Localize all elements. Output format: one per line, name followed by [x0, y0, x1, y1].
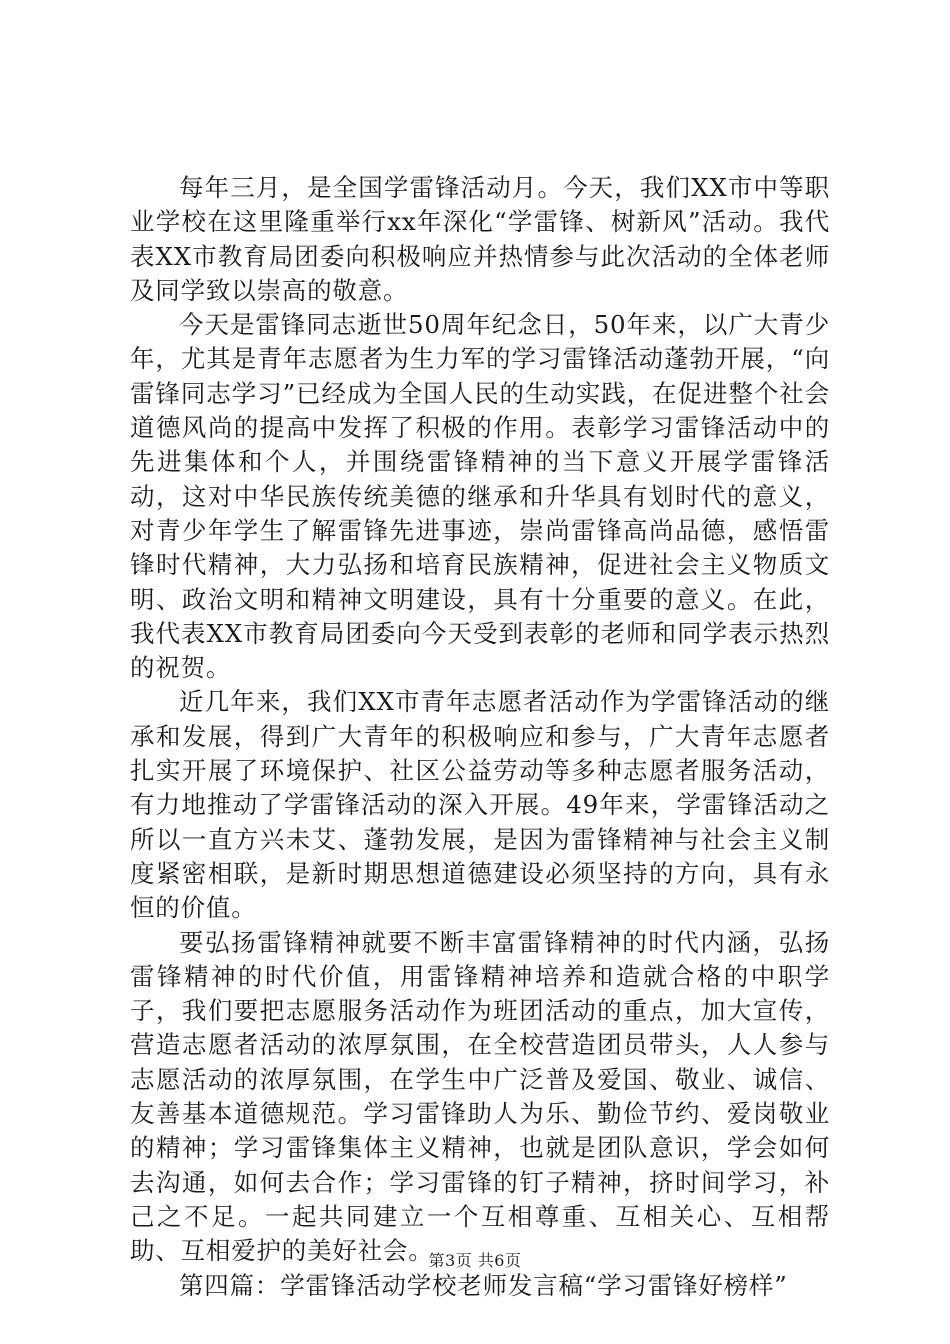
section-heading: 第四篇：学雷锋活动学校老师发言稿“学习雷锋好榜样” — [179, 1270, 788, 1300]
paragraph: 今天是雷锋同志逝世50周年纪念日，50年来，以广大青少年，尤其是青年志愿者为生力军的学习雷锋活动蓬勃开展，“向雷锋同志学习”已经成为全国人民的生动实践，在促进整个社会道德风尚的提高中发挥了积极的作用。表彰学习雷锋活动中的先进集体和个人，并围绕雷锋精神的当下意义开展学雷锋活动，这对中华民族传统美德的继承和升华具有划时代的意义，对青少年学生了解雷锋先进事迹，崇尚雷锋高尚品德，感悟雷锋时代精神，大力弘扬和培育民族精神，促进社会主义物质文明、政治文明和精神文明建设，具有十分重要的意义。在此，我代表XX市教育局团委向今天受到表彰的老师和同学表示热烈的祝贺。 — [130, 310, 831, 683]
document-body — [130, 171, 830, 1303]
paragraph: 每年三月，是全国学雷锋活动月。今天，我们XX市中等职业学校在这里隆重举行xx年深化“学雷锋、树新风”活动。我代表XX市教育局团委向积极响应并热情参与此次活动的全体老师及同学致以崇高的敬意。 — [130, 173, 830, 305]
paragraph: 近几年来，我们XX市青年志愿者活动作为学雷锋活动的继承和发展，得到广大青年的积极响应和参与，广大青年志愿者扎实开展了环境保护、社区公益劳动等多种志愿者服务活动，有力地推动了学雷锋活动的深入开展。49年来，学雷锋活动之所以一直方兴未艾、蓬勃发展，是因为雷锋精神与社会主义制度紧密相联，是新时期思想道德建设必须坚持的方向，具有永恒的价值。 — [130, 687, 830, 923]
paragraph: 要弘扬雷锋精神就要不断丰富雷锋精神的时代内涵，弘扬雷锋精神的时代价值，用雷锋精神培养和造就合格的中职学子，我们要把志愿服务活动作为班团活动的重点，加大宣传，营造志愿者活动的浓厚氛围，在全校营造团员带头，人人参与志愿活动的浓厚氛围，在学生中广泛普及爱国、敬业、诚信、友善基本道德规范。学习雷锋助人为乐、勤俭节约、爱岗敬业的精神；学习雷锋集体主义精神，也就是团队意识，学会如何去沟通，如何去合作；学习雷锋的钉子精神，挤时间学习，补己之不足。一起共同建立一个互相尊重、互相关心、互相帮助、互相爱护的美好社会。 — [130, 927, 830, 1266]
page-number-footer: 第3页 共6页 — [428, 1251, 522, 1270]
